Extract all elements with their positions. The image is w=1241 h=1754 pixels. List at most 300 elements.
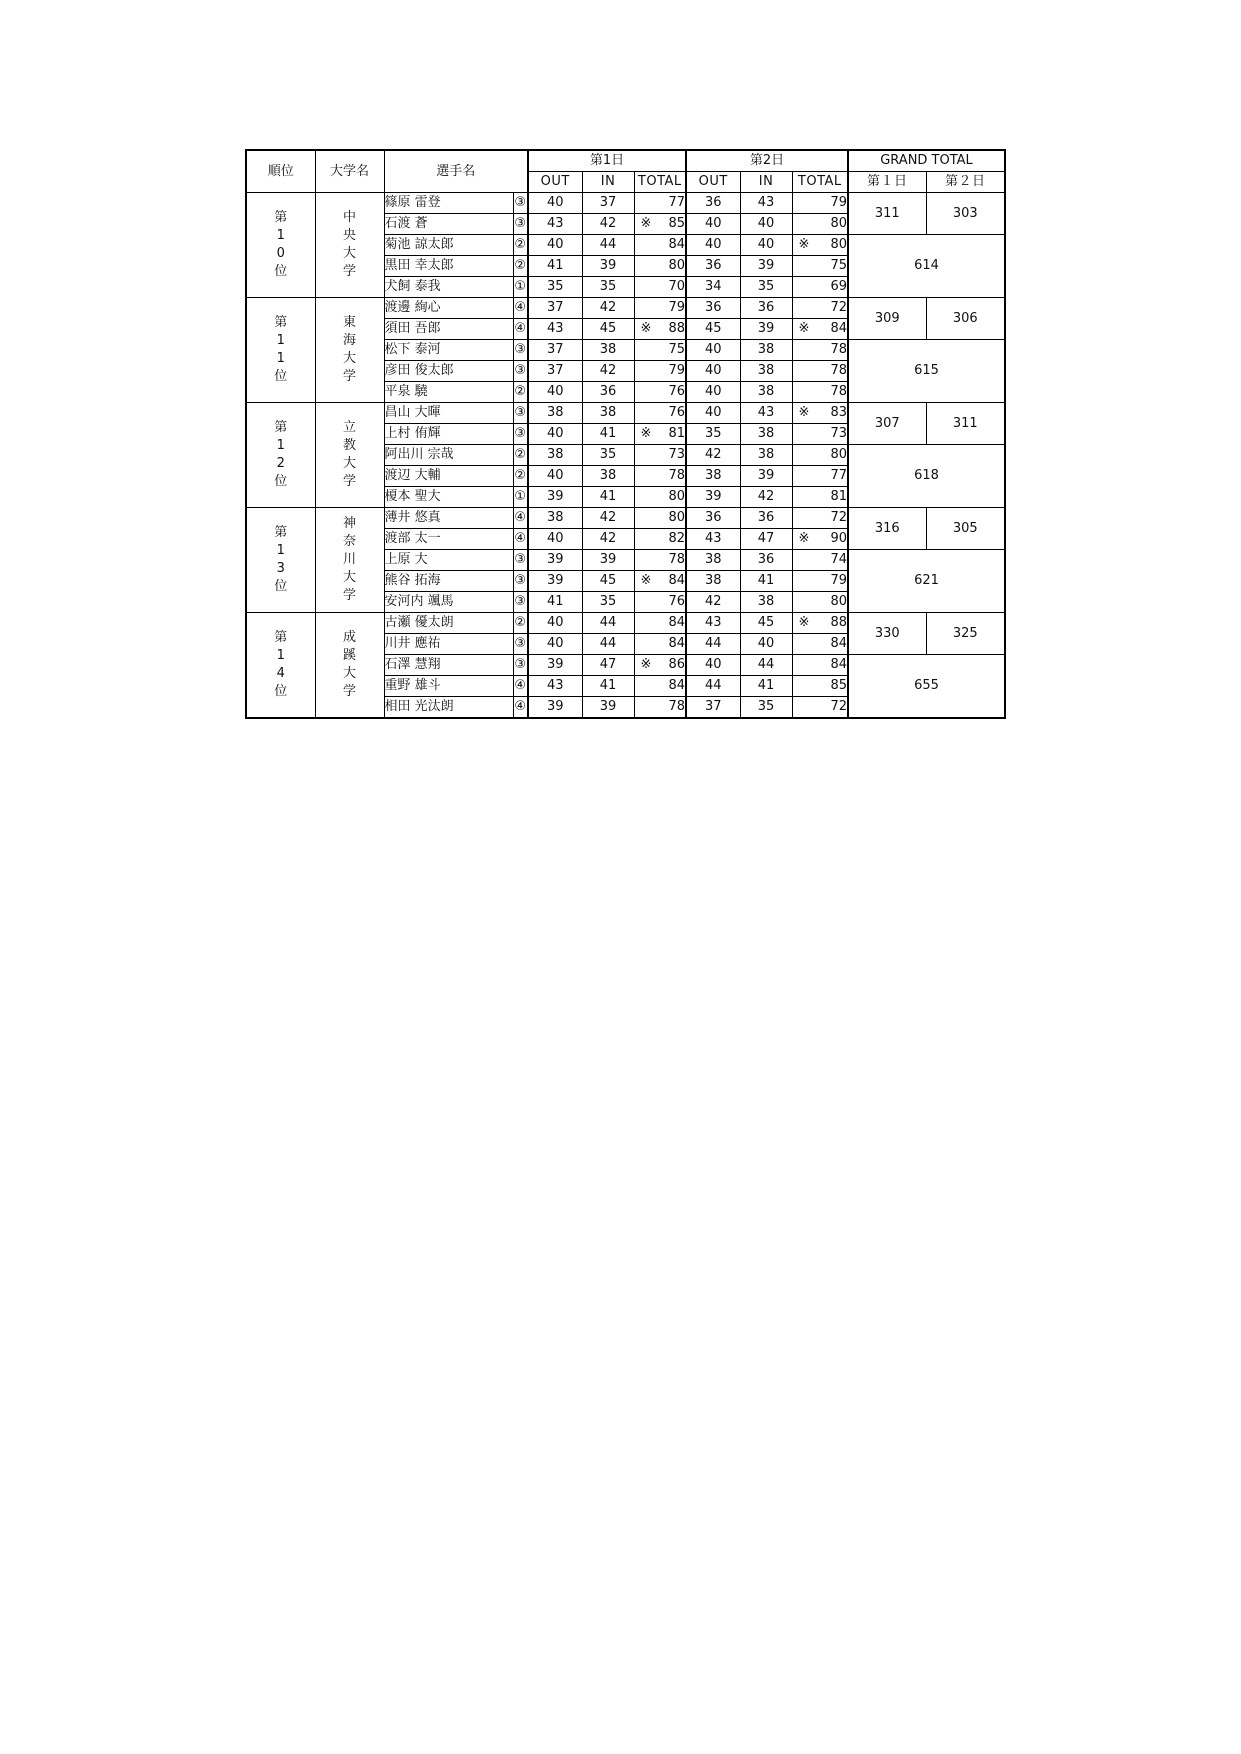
day1-in: 41 bbox=[582, 424, 634, 445]
day2-in: 36 bbox=[740, 508, 792, 529]
day1-out: 39 bbox=[528, 697, 582, 719]
day2-out: 38 bbox=[686, 466, 740, 487]
total-value: 78 bbox=[668, 699, 686, 714]
total-cell bbox=[792, 613, 848, 634]
team-day1-total: 330 bbox=[848, 613, 926, 655]
day1-out: 39 bbox=[528, 487, 582, 508]
team-rank bbox=[246, 613, 315, 719]
total-cell bbox=[792, 319, 848, 340]
total-cell bbox=[634, 487, 686, 508]
vertical-char: 成 bbox=[342, 630, 356, 645]
results-body bbox=[246, 193, 1005, 719]
player-name: 熊谷 拓海 bbox=[384, 571, 513, 592]
player-name: 安河内 颯馬 bbox=[384, 592, 513, 613]
vertical-char: 大 bbox=[342, 246, 356, 261]
player-name: 須田 吾郎 bbox=[384, 319, 513, 340]
player-name: 渡部 太一 bbox=[384, 529, 513, 550]
total-value: 84 bbox=[668, 237, 686, 252]
total-value: 80 bbox=[668, 258, 686, 273]
vertical-char: 1 bbox=[276, 351, 285, 366]
player-grade: ② bbox=[513, 235, 528, 256]
day2-out: 39 bbox=[686, 487, 740, 508]
day1-out: 39 bbox=[528, 655, 582, 676]
total-cell bbox=[792, 508, 848, 529]
dropped-score-mark: ※ bbox=[640, 573, 652, 588]
total-cell bbox=[634, 256, 686, 277]
day1-in: 44 bbox=[582, 634, 634, 655]
total-cell bbox=[634, 613, 686, 634]
total-cell bbox=[792, 529, 848, 550]
day1-out: 40 bbox=[528, 634, 582, 655]
header-gt-day2: 第２日 bbox=[926, 172, 1005, 193]
player-name: 榎本 聖大 bbox=[384, 487, 513, 508]
day2-in: 38 bbox=[740, 424, 792, 445]
vertical-char: 位 bbox=[274, 474, 288, 489]
player-grade: ② bbox=[513, 613, 528, 634]
total-cell bbox=[634, 382, 686, 403]
vertical-char: 位 bbox=[274, 264, 288, 279]
total-value: 84 bbox=[668, 678, 686, 693]
day2-out: 42 bbox=[686, 445, 740, 466]
vertical-char: 第 bbox=[274, 525, 288, 540]
total-value: 85 bbox=[668, 216, 686, 231]
total-cell bbox=[792, 571, 848, 592]
player-grade: ③ bbox=[513, 424, 528, 445]
total-value: 83 bbox=[830, 405, 848, 420]
vertical-char: 0 bbox=[276, 246, 285, 261]
day2-in: 41 bbox=[740, 676, 792, 697]
total-value: 84 bbox=[830, 657, 848, 672]
total-value: 80 bbox=[830, 594, 848, 609]
day2-in: 43 bbox=[740, 403, 792, 424]
player-grade: ③ bbox=[513, 571, 528, 592]
vertical-char: 立 bbox=[342, 420, 356, 435]
vertical-char: 1 bbox=[276, 438, 285, 453]
dropped-score-mark: ※ bbox=[640, 216, 652, 231]
vertical-char: 央 bbox=[342, 228, 356, 243]
day2-out: 40 bbox=[686, 214, 740, 235]
team-day2-total: 306 bbox=[926, 298, 1005, 340]
day1-in: 37 bbox=[582, 193, 634, 214]
player-name: 渡邊 絢心 bbox=[384, 298, 513, 319]
player-name: 阿出川 宗哉 bbox=[384, 445, 513, 466]
player-grade: ③ bbox=[513, 193, 528, 214]
total-cell bbox=[792, 466, 848, 487]
vertical-char: 学 bbox=[342, 369, 356, 384]
header-rank: 順位 bbox=[246, 150, 315, 193]
total-value: 80 bbox=[668, 510, 686, 525]
player-name: 菊池 諒太郎 bbox=[384, 235, 513, 256]
day1-in: 35 bbox=[582, 592, 634, 613]
total-value: 69 bbox=[830, 279, 848, 294]
vertical-char: 1 bbox=[276, 228, 285, 243]
header-day1: 第1日 bbox=[528, 150, 686, 172]
total-value: 88 bbox=[668, 321, 686, 336]
university-name bbox=[315, 613, 384, 719]
total-value: 79 bbox=[830, 573, 848, 588]
header-day2-in: IN bbox=[740, 172, 792, 193]
total-cell bbox=[634, 676, 686, 697]
day2-out: 36 bbox=[686, 193, 740, 214]
team-rank bbox=[246, 403, 315, 508]
player-grade: ① bbox=[513, 487, 528, 508]
total-value: 78 bbox=[830, 342, 848, 357]
day1-out: 40 bbox=[528, 193, 582, 214]
day2-out: 40 bbox=[686, 235, 740, 256]
day1-in: 42 bbox=[582, 298, 634, 319]
total-value: 75 bbox=[830, 258, 848, 273]
total-cell bbox=[792, 235, 848, 256]
player-grade: ③ bbox=[513, 634, 528, 655]
total-value: 82 bbox=[668, 531, 686, 546]
university-name bbox=[315, 298, 384, 403]
day1-out: 37 bbox=[528, 298, 582, 319]
header-university: 大学名 bbox=[315, 150, 384, 193]
day2-in: 42 bbox=[740, 487, 792, 508]
header-day2-out: OUT bbox=[686, 172, 740, 193]
day2-out: 36 bbox=[686, 256, 740, 277]
dropped-score-mark: ※ bbox=[798, 531, 810, 546]
day1-out: 43 bbox=[528, 319, 582, 340]
team-day1-total: 307 bbox=[848, 403, 926, 445]
day2-in: 45 bbox=[740, 613, 792, 634]
day2-out: 40 bbox=[686, 382, 740, 403]
total-value: 72 bbox=[830, 510, 848, 525]
total-cell bbox=[792, 403, 848, 424]
day2-out: 43 bbox=[686, 529, 740, 550]
total-value: 80 bbox=[668, 489, 686, 504]
vertical-char: 位 bbox=[274, 369, 288, 384]
team-rank bbox=[246, 298, 315, 403]
day2-out: 38 bbox=[686, 571, 740, 592]
day2-in: 47 bbox=[740, 529, 792, 550]
vertical-char: 学 bbox=[342, 474, 356, 489]
day2-in: 39 bbox=[740, 256, 792, 277]
total-cell bbox=[634, 235, 686, 256]
header-day2: 第2日 bbox=[686, 150, 848, 172]
player-grade: ④ bbox=[513, 298, 528, 319]
day2-out: 43 bbox=[686, 613, 740, 634]
total-value: 75 bbox=[668, 342, 686, 357]
day1-out: 43 bbox=[528, 676, 582, 697]
total-cell bbox=[634, 424, 686, 445]
vertical-char: 奈 bbox=[342, 534, 356, 549]
dropped-score-mark: ※ bbox=[640, 426, 652, 441]
total-value: 73 bbox=[668, 447, 686, 462]
day1-in: 35 bbox=[582, 445, 634, 466]
day1-out: 40 bbox=[528, 424, 582, 445]
total-value: 85 bbox=[830, 678, 848, 693]
total-cell bbox=[634, 361, 686, 382]
day2-out: 35 bbox=[686, 424, 740, 445]
vertical-char: 2 bbox=[276, 456, 285, 471]
day1-in: 44 bbox=[582, 613, 634, 634]
team-rank bbox=[246, 193, 315, 298]
vertical-char: 蹊 bbox=[342, 648, 356, 663]
vertical-char: 学 bbox=[342, 264, 356, 279]
day1-out: 39 bbox=[528, 571, 582, 592]
day2-out: 34 bbox=[686, 277, 740, 298]
total-cell bbox=[634, 403, 686, 424]
player-grade: ③ bbox=[513, 592, 528, 613]
player-grade: ③ bbox=[513, 655, 528, 676]
day2-in: 39 bbox=[740, 466, 792, 487]
team-grand-total: 655 bbox=[848, 655, 1005, 719]
header-gt-day1: 第１日 bbox=[848, 172, 926, 193]
vertical-char: 大 bbox=[342, 351, 356, 366]
total-value: 88 bbox=[830, 615, 848, 630]
day2-in: 36 bbox=[740, 298, 792, 319]
total-value: 73 bbox=[830, 426, 848, 441]
vertical-char: 神 bbox=[342, 516, 356, 531]
total-cell bbox=[792, 340, 848, 361]
day1-in: 41 bbox=[582, 676, 634, 697]
day1-in: 45 bbox=[582, 319, 634, 340]
vertical-char: 4 bbox=[276, 666, 285, 681]
total-value: 70 bbox=[668, 279, 686, 294]
vertical-char: 第 bbox=[274, 315, 288, 330]
day1-out: 35 bbox=[528, 277, 582, 298]
total-cell bbox=[634, 550, 686, 571]
player-grade: ③ bbox=[513, 403, 528, 424]
dropped-score-mark: ※ bbox=[798, 237, 810, 252]
player-grade: ① bbox=[513, 277, 528, 298]
header-grand-total: GRAND TOTAL bbox=[848, 150, 1005, 172]
day1-out: 40 bbox=[528, 466, 582, 487]
day2-in: 39 bbox=[740, 319, 792, 340]
total-cell bbox=[634, 193, 686, 214]
day1-in: 39 bbox=[582, 550, 634, 571]
university-name bbox=[315, 193, 384, 298]
day2-in: 35 bbox=[740, 277, 792, 298]
results-sheet bbox=[245, 149, 1004, 719]
vertical-char: 1 bbox=[276, 333, 285, 348]
total-cell bbox=[634, 298, 686, 319]
university-name bbox=[315, 508, 384, 613]
player-name: 薄井 悠真 bbox=[384, 508, 513, 529]
day2-in: 44 bbox=[740, 655, 792, 676]
vertical-char: 学 bbox=[342, 588, 356, 603]
total-cell bbox=[792, 655, 848, 676]
total-cell bbox=[634, 571, 686, 592]
day1-out: 41 bbox=[528, 592, 582, 613]
player-grade: ④ bbox=[513, 508, 528, 529]
player-name: 篠原 雷登 bbox=[384, 193, 513, 214]
total-value: 81 bbox=[830, 489, 848, 504]
total-cell bbox=[792, 382, 848, 403]
player-row bbox=[246, 613, 1005, 634]
total-value: 78 bbox=[668, 552, 686, 567]
total-cell bbox=[634, 508, 686, 529]
total-cell bbox=[634, 655, 686, 676]
team-grand-total: 621 bbox=[848, 550, 1005, 613]
total-value: 79 bbox=[668, 363, 686, 378]
player-name: 石渡 蒼 bbox=[384, 214, 513, 235]
player-grade: ② bbox=[513, 445, 528, 466]
day2-out: 40 bbox=[686, 340, 740, 361]
university-name bbox=[315, 403, 384, 508]
day1-out: 39 bbox=[528, 550, 582, 571]
player-grade: ④ bbox=[513, 676, 528, 697]
total-cell bbox=[634, 445, 686, 466]
day2-in: 35 bbox=[740, 697, 792, 719]
team-day2-total: 303 bbox=[926, 193, 1005, 235]
day2-out: 42 bbox=[686, 592, 740, 613]
header-player: 選手名 bbox=[384, 150, 528, 193]
total-value: 81 bbox=[668, 426, 686, 441]
day1-out: 38 bbox=[528, 403, 582, 424]
total-value: 79 bbox=[668, 300, 686, 315]
header-day1-total: TOTAL bbox=[634, 172, 686, 193]
total-value: 84 bbox=[668, 615, 686, 630]
total-cell bbox=[634, 340, 686, 361]
player-grade: ④ bbox=[513, 319, 528, 340]
team-day1-total: 311 bbox=[848, 193, 926, 235]
day2-out: 44 bbox=[686, 676, 740, 697]
vertical-char: 大 bbox=[342, 570, 356, 585]
vertical-char: 海 bbox=[342, 333, 356, 348]
day1-out: 40 bbox=[528, 235, 582, 256]
day2-in: 40 bbox=[740, 214, 792, 235]
day2-in: 40 bbox=[740, 634, 792, 655]
day2-out: 44 bbox=[686, 634, 740, 655]
total-cell bbox=[634, 529, 686, 550]
player-name: 上原 大 bbox=[384, 550, 513, 571]
day1-out: 43 bbox=[528, 214, 582, 235]
total-cell bbox=[792, 445, 848, 466]
day2-in: 43 bbox=[740, 193, 792, 214]
player-name: 松下 泰河 bbox=[384, 340, 513, 361]
player-grade: ④ bbox=[513, 529, 528, 550]
total-cell bbox=[792, 697, 848, 719]
vertical-char: 3 bbox=[276, 561, 285, 576]
team-day1-total: 316 bbox=[848, 508, 926, 550]
total-cell bbox=[634, 592, 686, 613]
day2-out: 36 bbox=[686, 298, 740, 319]
day1-out: 41 bbox=[528, 256, 582, 277]
total-value: 77 bbox=[668, 195, 686, 210]
player-name: 犬飼 泰我 bbox=[384, 277, 513, 298]
total-cell bbox=[792, 298, 848, 319]
day1-in: 38 bbox=[582, 340, 634, 361]
total-value: 86 bbox=[668, 657, 686, 672]
total-cell bbox=[792, 193, 848, 214]
total-cell bbox=[792, 487, 848, 508]
day1-in: 38 bbox=[582, 403, 634, 424]
player-name: 上村 侑輝 bbox=[384, 424, 513, 445]
player-name: 相田 光汰朗 bbox=[384, 697, 513, 719]
total-value: 76 bbox=[668, 405, 686, 420]
total-value: 80 bbox=[830, 237, 848, 252]
player-name: 渡辺 大輔 bbox=[384, 466, 513, 487]
vertical-char: 中 bbox=[342, 210, 356, 225]
day1-in: 39 bbox=[582, 697, 634, 719]
total-cell bbox=[634, 466, 686, 487]
day2-in: 36 bbox=[740, 550, 792, 571]
player-grade: ② bbox=[513, 466, 528, 487]
header-day1-out: OUT bbox=[528, 172, 582, 193]
total-value: 79 bbox=[830, 195, 848, 210]
total-value: 76 bbox=[668, 384, 686, 399]
dropped-score-mark: ※ bbox=[798, 405, 810, 420]
player-name: 重野 雄斗 bbox=[384, 676, 513, 697]
day1-in: 38 bbox=[582, 466, 634, 487]
player-name: 昌山 大暉 bbox=[384, 403, 513, 424]
day1-out: 38 bbox=[528, 445, 582, 466]
day1-in: 36 bbox=[582, 382, 634, 403]
player-name: 古瀬 優太朗 bbox=[384, 613, 513, 634]
team-day1-total: 309 bbox=[848, 298, 926, 340]
total-value: 84 bbox=[668, 636, 686, 651]
total-cell bbox=[792, 592, 848, 613]
day2-out: 38 bbox=[686, 550, 740, 571]
vertical-char: 川 bbox=[342, 552, 356, 567]
total-cell bbox=[634, 277, 686, 298]
total-value: 77 bbox=[830, 468, 848, 483]
player-grade: ③ bbox=[513, 550, 528, 571]
day1-in: 45 bbox=[582, 571, 634, 592]
day2-in: 38 bbox=[740, 361, 792, 382]
day2-in: 38 bbox=[740, 592, 792, 613]
total-value: 84 bbox=[668, 573, 686, 588]
day2-in: 40 bbox=[740, 235, 792, 256]
player-row bbox=[246, 403, 1005, 424]
player-grade: ② bbox=[513, 382, 528, 403]
player-name: 平泉 驍 bbox=[384, 382, 513, 403]
vertical-char: 第 bbox=[274, 630, 288, 645]
day2-in: 38 bbox=[740, 382, 792, 403]
total-value: 90 bbox=[830, 531, 848, 546]
vertical-char: 位 bbox=[274, 684, 288, 699]
day2-out: 36 bbox=[686, 508, 740, 529]
dropped-score-mark: ※ bbox=[640, 321, 652, 336]
day1-in: 44 bbox=[582, 235, 634, 256]
day2-out: 45 bbox=[686, 319, 740, 340]
header-row-1 bbox=[246, 150, 1005, 172]
team-day2-total: 325 bbox=[926, 613, 1005, 655]
total-cell bbox=[792, 361, 848, 382]
player-name: 黒田 幸太郎 bbox=[384, 256, 513, 277]
team-day2-total: 311 bbox=[926, 403, 1005, 445]
day1-out: 40 bbox=[528, 529, 582, 550]
day1-out: 37 bbox=[528, 361, 582, 382]
total-cell bbox=[792, 550, 848, 571]
vertical-char: 大 bbox=[342, 666, 356, 681]
total-value: 84 bbox=[830, 636, 848, 651]
player-name: 彦田 俊太郎 bbox=[384, 361, 513, 382]
day1-out: 40 bbox=[528, 613, 582, 634]
results-table bbox=[245, 149, 1006, 719]
day2-out: 37 bbox=[686, 697, 740, 719]
day1-in: 47 bbox=[582, 655, 634, 676]
total-cell bbox=[634, 634, 686, 655]
total-cell bbox=[792, 214, 848, 235]
dropped-score-mark: ※ bbox=[798, 321, 810, 336]
total-cell bbox=[792, 634, 848, 655]
total-cell bbox=[792, 277, 848, 298]
player-row bbox=[246, 193, 1005, 214]
total-cell bbox=[792, 424, 848, 445]
total-value: 76 bbox=[668, 594, 686, 609]
day2-in: 38 bbox=[740, 340, 792, 361]
player-grade: ② bbox=[513, 256, 528, 277]
total-value: 72 bbox=[830, 300, 848, 315]
day1-in: 39 bbox=[582, 256, 634, 277]
day1-out: 38 bbox=[528, 508, 582, 529]
header-day2-total: TOTAL bbox=[792, 172, 848, 193]
vertical-char: 1 bbox=[276, 543, 285, 558]
total-cell bbox=[634, 319, 686, 340]
